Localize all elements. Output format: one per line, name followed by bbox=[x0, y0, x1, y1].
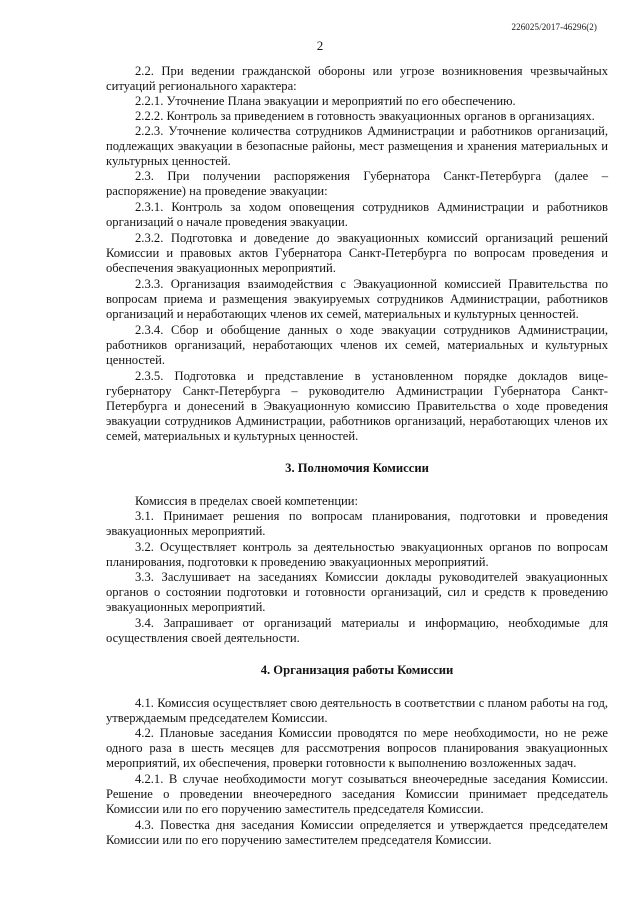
document-body bbox=[106, 64, 608, 848]
paragraph-4-1: 4.1. Комиссия осуществляет свою деятельность в соответствии с планом работы на год, утверждаемым председателем Комиссии. bbox=[106, 696, 608, 725]
paragraph-2-3-5: 2.3.5. Подготовка и представление в установленном порядке докладов вице-губернатору Санкт-Петербурга – руководителю Администрации Губернатора Санкт-Петербурга и донесений в Эвакуационную комиссию Правительства о ходе проведения эвакуации сотрудников Администрации, работников организаций, неработающих членов их семей, материальных и культурных ценностей. bbox=[106, 369, 608, 443]
paragraph-2-2-3: 2.2.3. Уточнение количества сотрудников Администрации и работников организаций, подлежащих эвакуации в безопасные районы, мест размещения и хранения материальных и культурных ценностей. bbox=[106, 124, 608, 168]
section-3-heading: 3. Полномочия Комиссии bbox=[285, 461, 429, 475]
paragraph-3-3: 3.3. Заслушивает на заседаниях Комиссии доклады руководителей эвакуационных органов о состоянии подготовки и готовности организаций, сил и средств к проведению эвакуационных мероприятий. bbox=[106, 570, 608, 614]
paragraph-2-3-2: 2.3.2. Подготовка и доведение до эвакуационных комиссий организаций решений Комиссии и правовых актов Губернатора Санкт-Петербурга по вопросам проведения и обеспечения эвакуационных мероприятий. bbox=[106, 231, 608, 275]
page-number: 2 bbox=[316, 38, 324, 53]
paragraph-3-4: 3.4. Запрашивает от организаций материалы и информацию, необходимые для осуществления своей деятельности. bbox=[106, 616, 608, 645]
paragraph-2-3: 2.3. При получении распоряжения Губернатора Санкт-Петербурга (далее – распоряжение) на проведение эвакуации: bbox=[106, 169, 608, 198]
paragraph-3-2: 3.2. Осуществляет контроль за деятельностью эвакуационных органов по вопросам планирования, подготовки к проведению эвакуационных мероприятий. bbox=[106, 540, 608, 569]
paragraph-4-2: 4.2. Плановые заседания Комиссии проводятся по мере необходимости, но не реже одного раза в шесть месяцев для рассмотрения вопросов планирования эвакуационных мероприятий, их обеспечения, проверки готовности к выполнению возложенных задач. bbox=[106, 726, 608, 770]
paragraph-2-2-2: 2.2.2. Контроль за приведением в готовность эвакуационных органов в организациях. bbox=[135, 109, 595, 123]
paragraph-4-3: 4.3. Повестка дня заседания Комиссии определяется и утверждается председателем Комиссии или по его поручению заместителем председателя Комиссии. bbox=[106, 818, 608, 847]
document-registration-number: 226025/2017-46296(2) bbox=[511, 22, 597, 32]
paragraph-2-2-1: 2.2.1. Уточнение Плана эвакуации и мероприятий по его обеспечению. bbox=[135, 94, 516, 108]
paragraph-2-3-4: 2.3.4. Сбор и обобщение данных о ходе эвакуации сотрудников Администрации, работников организаций, неработающих членов их семей, материальных и культурных ценностей. bbox=[106, 323, 608, 367]
paragraph-2-2: 2.2. При ведении гражданской обороны или угрозе возникновения чрезвычайных ситуаций регионального характера: bbox=[106, 64, 608, 93]
section-3-intro: Комиссия в пределах своей компетенции: bbox=[135, 494, 359, 508]
paragraph-2-3-1: 2.3.1. Контроль за ходом оповещения сотрудников Администрации и работников организаций о начале проведения эвакуации. bbox=[106, 200, 608, 229]
paragraph-4-2-1: 4.2.1. В случае необходимости могут созываться внеочередные заседания Комиссии. Решение о проведении внеочередного заседания Комиссии принимает председатель Комиссии или по его поручению заместитель председателя Комиссии. bbox=[106, 772, 608, 816]
section-4-heading: 4. Организация работы Комиссии bbox=[260, 663, 454, 677]
paragraph-3-1: 3.1. Принимает решения по вопросам планирования, подготовки и проведения эвакуационных мероприятий. bbox=[106, 509, 608, 538]
paragraph-2-3-3: 2.3.3. Организация взаимодействия с Эвакуационной комиссией Правительства по вопросам приема и размещения эвакуируемых сотрудников Администрации, работников организаций и неработающих членов их семей, материальных и культурных ценностей. bbox=[106, 277, 608, 321]
